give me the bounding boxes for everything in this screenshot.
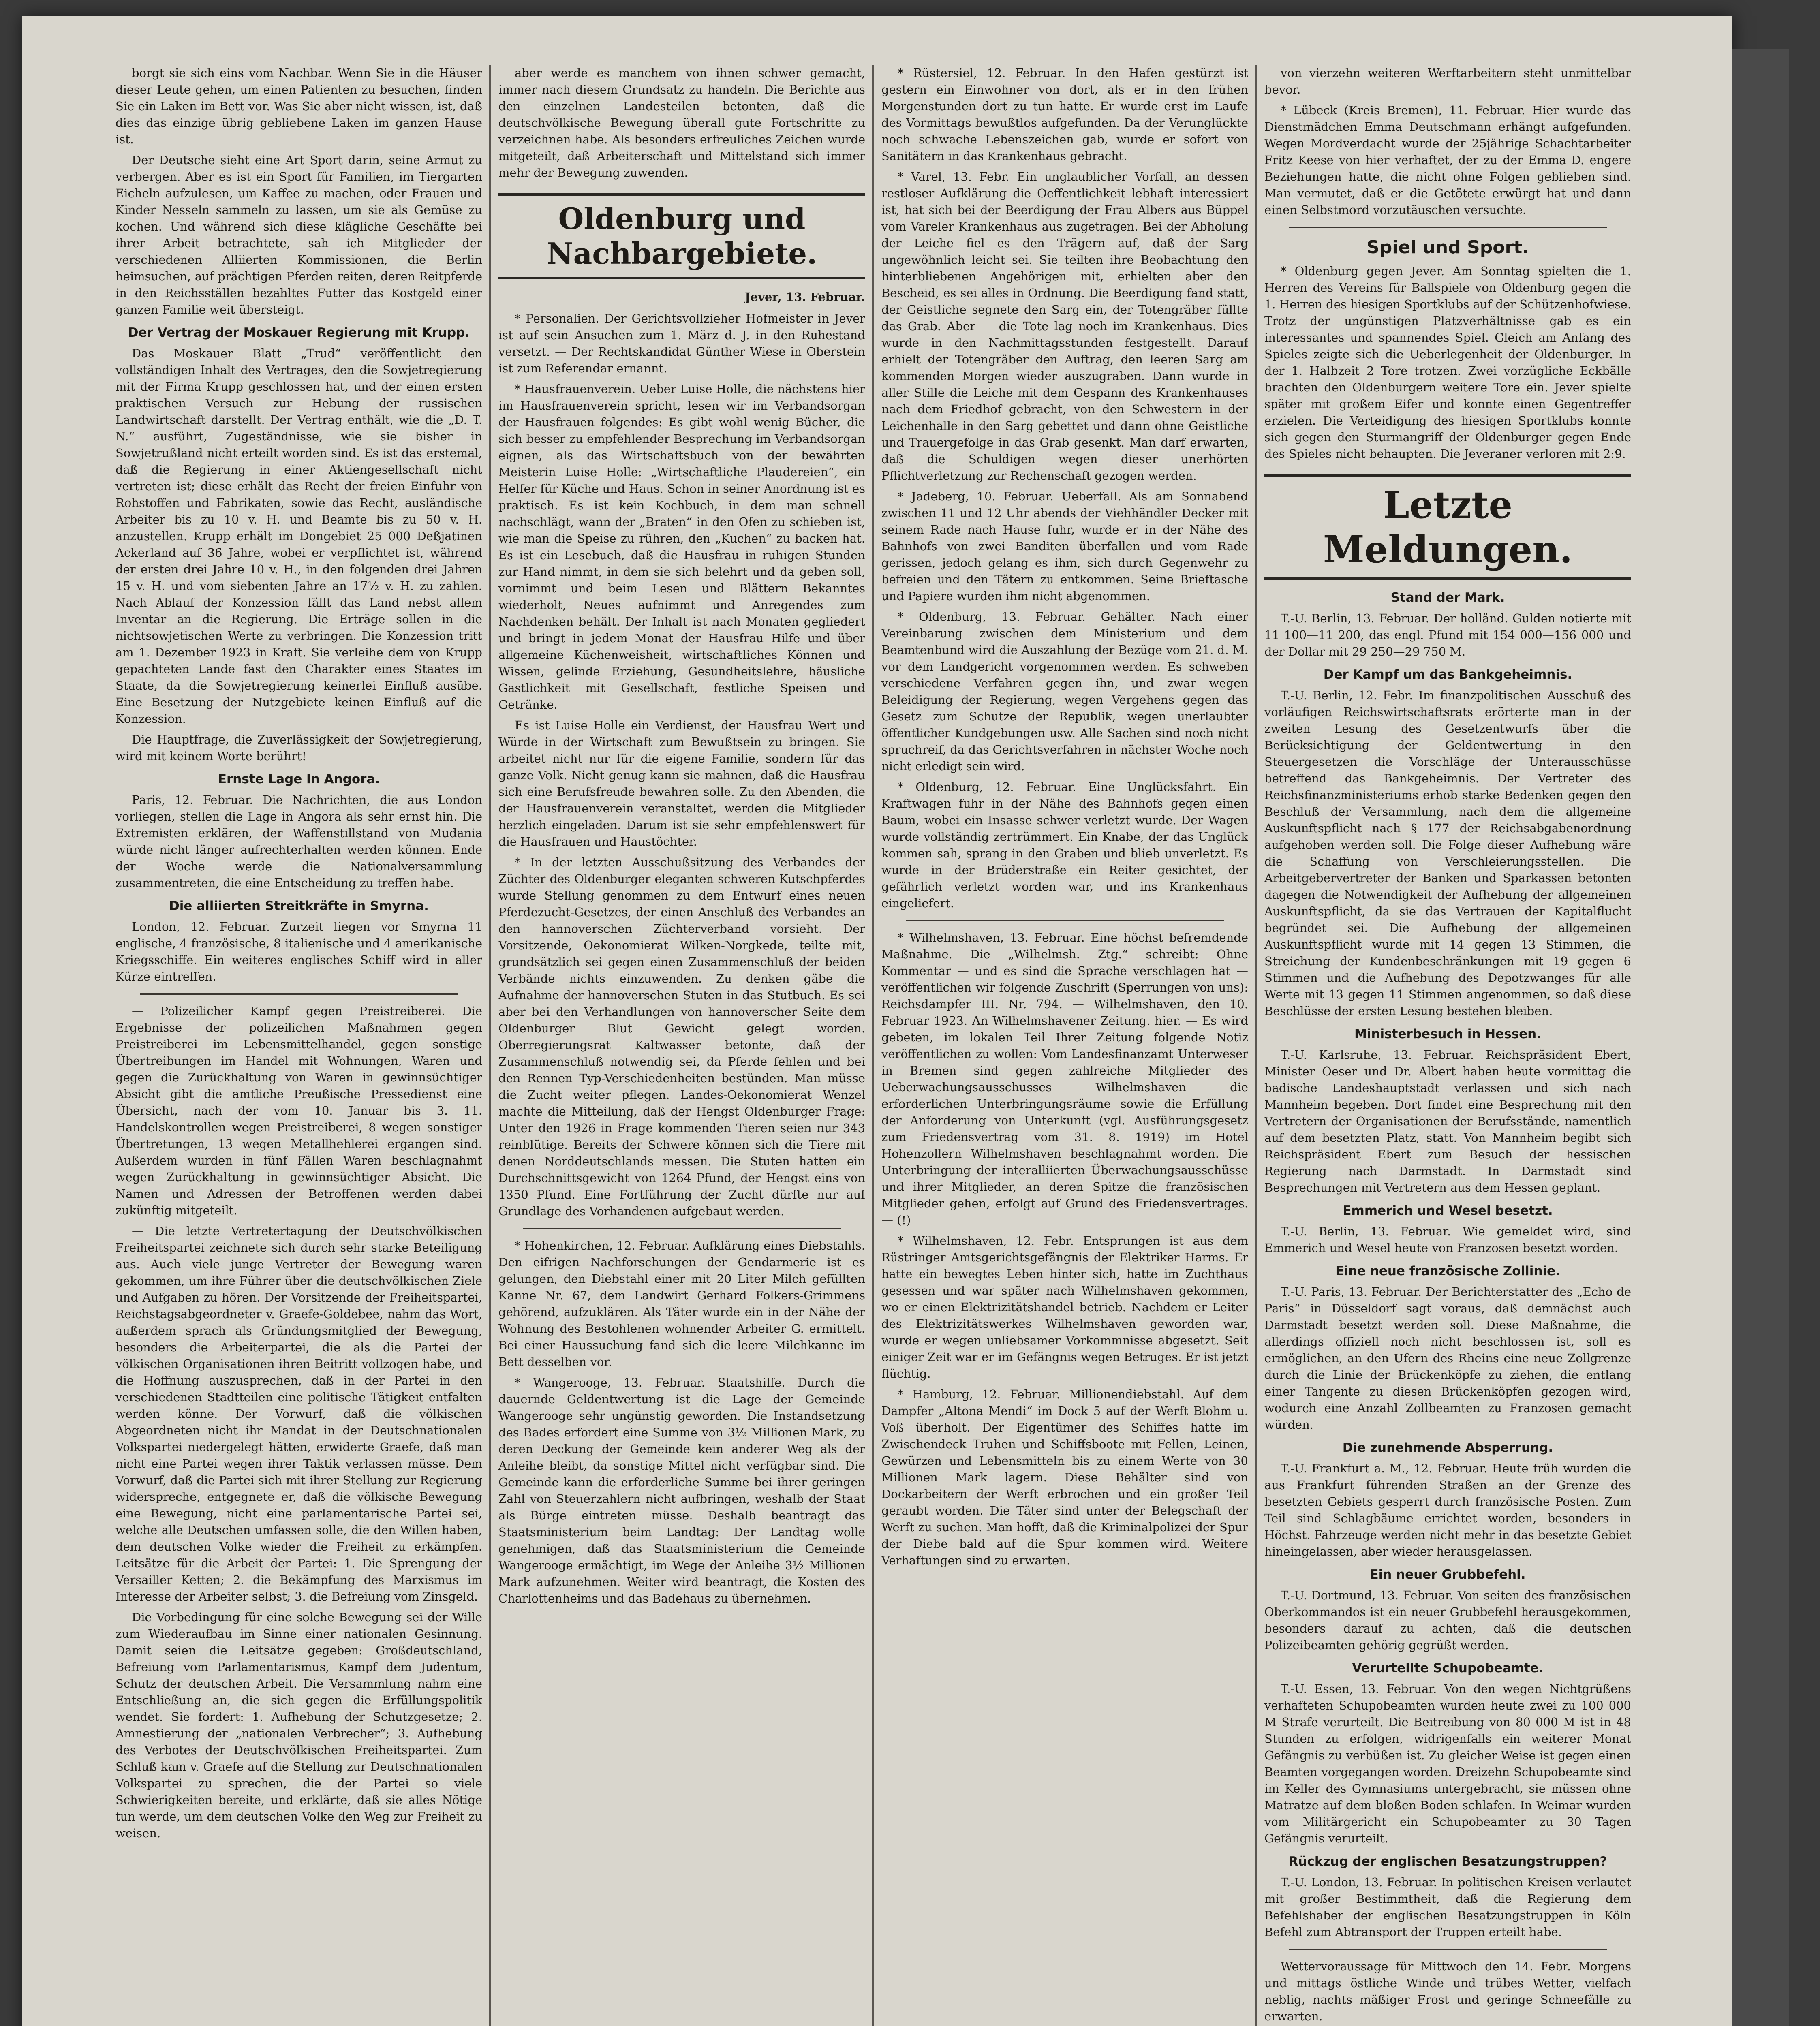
section-headline: Letzte Meldungen. [1264, 474, 1631, 580]
section-heading: Eine neue französische Zollinie. [1335, 1264, 1560, 1278]
article-text: T.-U. Paris, 13. Februar. Der Berichterstatter des „Echo de Paris“ in Düsseldorf sagt voraus, daß demnächst auch Darmstadt besetzt werden soll. Diese Maßnahme, die allerdings offiziell noch nicht beschlossen ist, soll es ermöglichen, an den Ufern des Rheins eine neue Zollgrenze durch die Linie der Brückenköpfe zu ziehen, die entlang einer Tangente zu diesen Brückenköpfen gezogen wird, wodurch eine Anzahl Zollbeamten zu Franzosen gemacht würden. [1264, 1285, 1631, 1432]
article-text: * Rüstersiel, 12. Februar. In den Hafen gestürzt ist gestern ein Einwohner von dort, als er in den frühen Morgenstunden dort zu tun hatte. Er wurde erst im Laufe des Vormittags bewußtlos aufgefunden. Da der Verunglückte noch schwache Lebenszeichen gab, wurde er sofort von Sanitätern in das Krankenhaus gebracht. [881, 66, 1248, 163]
article-text: * Varel, 13. Febr. Ein unglaublicher Vorfall, an dessen restloser Aufklärung die Oeffentlichkeit lebhaft interessiert ist, hat sich bei der Beerdigung der Frau Albers aus Büppel vom Vareler Krankenhaus aus zugetragen. Bei der Abholung der Leiche fiel es den Trägern auf, daß der Sarg ungewöhnlich leicht sei. Sie teilten ihre Beobachtung den hinterbliebenen Angehörigen mit, erhielten aber den Bescheid, es sei alles in Ordnung. Die Beerdigung fand statt, der Geistliche segnete den Sarg ein, der Totengräber füllte das Grab. Aber — die Tote lag noch im Krankenhaus. Dies wurde in den Nachmittagsstunden festgestellt. Darauf erhielt der Totengräber den Auftrag, den leeren Sarg am kommenden Morgen wieder auszugraben. Dann wurde in aller Stille die Leiche mit dem Gespann des Krankenhauses nach dem Friedhof gebracht, von den Schwestern in der Leichenhalle in den Sarg gebettet und dann ohne Geistliche und Trauergefolge in das Grab gesenkt. Man darf erwarten, daß die Schuldigen wegen dieser unerhörten Pflichtverletzung zur Rechenschaft gezogen werden. [881, 170, 1248, 483]
column-1 [115, 65, 482, 2026]
article-text: Die Vorbedingung für eine solche Bewegung sei der Wille zum Wiederaufbau im Sinne einer nationalen Gesinnung. Damit seien die Leitsätze gegeben: Großdeutschland, Befreiung vom Parlamentarismus, Kampf dem Judentum, Schutz der deutschen Arbeit. Die Versammlung nahm eine Entschließung an, die sich gegen die Erfüllungspolitik wendet. Sie fordert: 1. Aufhebung der Schutzgesetze; 2. Amnestierung der „nationalen Verbrecher“; 3. Aufhebung des Verbotes der Deutschvölkischen Freiheitspartei. Zum Schluß kam v. Graefe auf die Stellung zur Deutschnationalen Volkspartei zu sprechen, die der Partei so viele Schwierigkeiten bereite, und erklärte, daß sie alles Nötige tun werde, um dem deutschen Volke den Weg zur Freiheit zu weisen. [115, 1610, 482, 1840]
article-text: * Wilhelmshaven, 12. Febr. Entsprungen ist aus dem Rüstringer Amtsgerichtsgefängnis der Elektriker Harms. Er hatte ein bewegtes Leben hinter sich, hatte im Zuchthaus gesessen und war später nach Wilhelmshaven gekommen, wo er einen Elektrizitätshandel betrieb. Nachdem er Leiter des Elektrizitätswerkes Wilhelmshaven geworden war, wurde er wegen unliebsamer Vorkommnisse abgesetzt. Seit einiger Zeit war er im Gefängnis wegen Betruges. Er ist jetzt flüchtig. [881, 1234, 1248, 1381]
article-text: * Oldenburg, 13. Februar. Gehälter. Nach einer Vereinbarung zwischen dem Ministerium und dem Beamtenbund wird die Auszahlung der Bezüge vom 21. d. M. vor dem Landgericht vorgenommen werden. Es schweben verschiedene Verfahren gegen ihn, und zwar wegen Beleidigung der Regierung, wegen Vergehens gegen das Gesetz zum Schutze der Republik, wegen unerlaubter öffentlicher Kundgebungen usw. Alle Sachen sind noch nicht spruchreif, da das Gerichtsverfahren in nächster Woche noch nicht erledigt sein wird. [881, 610, 1248, 773]
section-heading: Ministerbesuch in Hessen. [1354, 1027, 1541, 1041]
section-heading: Die alliierten Streitkräfte in Smyrna. [169, 899, 429, 913]
article-text: * Oldenburg gegen Jever. Am Sonntag spielten die 1. Herren des Vereins für Ballspiele von Oldenburg gegen die 1. Herren des hiesigen Sportklubs auf der Schützenhofwiese. Trotz der ungünstigen Platzverhältnisse gab es ein interessantes und spannendes Spiel. Gleich am Anfang des Spieles zeigte sich die Ueberlegenheit der Oldenburger. In der 1. Halbzeit 2 Tore trotzen. Zwei vorzügliche Eckbälle brachten den Oldenburgern weitere Tore ein. Jever spielte später mit großem Eifer und konnte einen Gegentreffer erzielen. Die Verteidigung des hiesigen Sportklubs konnte sich gegen den Sturmangriff der Oldenburger gegen Ende des Spieles nicht behaupten. Die Jeveraner verloren mit 2:9. [1264, 264, 1631, 461]
article-text: von vierzehn weiteren Werftarbeitern steht unmittelbar bevor. [1264, 66, 1631, 96]
article-text: * Hamburg, 12. Februar. Millionendiebstahl. Auf dem Dampfer „Altona Mendi“ im Dock 5 auf der Werft Blohm u. Voß überholt. Der Eigentümer des Schiffes hatte im Zwischendeck Truhen und Schiffsboote mit Fellen, Leinen, Gewürzen und Lebensmitteln bis zu einem Werte von 30 Millionen Mark lagern. Diese Behälter sind von Dockarbeitern der Werft erbrochen und ein großer Teil geraubt worden. Die Täter sind unter der Belegschaft der Werft zu suchen. Man hofft, daß die Kriminalpolizei der Spur der Diebe bald auf die Spur kommen wird. Weitere Verhaftungen sind zu erwarten. [881, 1387, 1248, 1567]
newspaper-page [22, 16, 1732, 2026]
divider [1289, 1949, 1607, 1950]
article-text: Das Moskauer Blatt „Trud“ veröffentlicht den vollständigen Inhalt des Vertrages, den die Sowjetregierung mit der Firma Krupp geschlossen hat, und der einen ersten praktischen Versuch zur Hebung der russischen Landwirtschaft darstellt. Der Vertrag enthält, wie die „D. T. N.“ ausführt, Zugeständnisse, wie sie bisher in Sowjetrußland nicht erteilt worden sind. Es ist das erstemal, daß die Regierung in einer Aktiengesellschaft nicht vertreten ist; diese erhält das Recht der freien Einfuhr von Rohstoffen und Fabrikaten, sowie das Recht, ausländische Arbeiter bis zu 10 v. H. und Beamte bis zu 50 v. H. anzustellen. Krupp erhält im Dongebiet 25 000 Deßjatinen Ackerland auf 36 Jahre, wobei er verpflichtet ist, während der ersten drei Jahre 10 v. H., in den folgenden drei Jahren 15 v. H. und vom siebenten Jahre an 17½ v. H. zu zahlen. Nach Ablauf der Konzession fällt das Land nebst allem Inventar an die Regierung. Die Erträge sollen in die nichtsowjetischen Werte zu verbringen. Die Konzession tritt am 1. Dezember 1923 in Kraft. Sie verleihe dem von Krupp gepachteten Lande fast den Charakter eines Staates im Staate, da die Sowjetregierung keinerlei Einfluß ausübe. Eine Besetzung der Nutzgebiete keinen Einfluß auf die Konzession. [115, 346, 482, 726]
article-text: * Hohenkirchen, 12. Februar. Aufklärung eines Diebstahls. Den eifrigen Nachforschungen der Gendarmerie ist es gelungen, den Diebstahl einer mit 20 Liter Milch gefüllten Kanne Nr. 67, dem Landwirt Gerhard Folkers-Grimmens gehörend, aufzuklären. Als Täter wurde ein in der Nähe der Wohnung des Bestohlenen wohnender Arbeiter G. ermittelt. Bei einer Haussuchung fand sich die leere Milchkanne im Bett desselben vor. [498, 1239, 865, 1369]
article-text: borgt sie sich eins vom Nachbar. Wenn Sie in die Häuser dieser Leute gehen, um einen Patienten zu besuchen, finden Sie ein Laken im Bett vor. Was Sie aber nicht wissen, ist, daß dies das einzige übrig gebliebene Laken im ganzen Hause ist. [115, 66, 482, 146]
article-text: aber werde es manchem von ihnen schwer gemacht, immer nach diesem Grundsatz zu handeln. Die Berichte aus den einzelnen Landesteilen betonten, daß die deutschvölkische Bewegung überall gute Fortschritte zu verzeichnen habe. Als besonders erfreuliches Zeichen wurde mitgeteilt, daß Arbeiterschaft und Mittelstand sich immer mehr der Bewegung zuwenden. [498, 66, 865, 180]
article-text: T.-U. Berlin, 13. Februar. Der holländ. Gulden notierte mit 11 100—11 200, das engl. Pfund mit 154 000—156 000 und der Dollar mit 29 250—29 750 M. [1264, 611, 1631, 658]
article-text: T.-U. Frankfurt a. M., 12. Februar. Heute früh wurden die aus Frankfurt führenden Straßen an der Grenze des besetzten Gebiets gesperrt durch französische Posten. Zum Teil sind Schlagbäume errichtet worden, besonders in Höchst. Fahrzeuge werden nicht mehr in das besetzte Gebiet hineingelassen, aber wieder herausgelassen. [1264, 1462, 1631, 1558]
article-text: * In der letzten Ausschußsitzung des Verbandes der Züchter des Oldenburger eleganten schweren Kutschpferdes wurde Stellung genommen zu dem Entwurf eines neuen Pferdezucht-Gesetzes, der einen Anschluß des Verbandes an den hannoverschen Züchterverband vorsieht. Der Vorsitzende, Oekonomierat Wilken-Norgkede, teilte mit, grundsätzlich sei gegen einen Zusammenschluß der beiden Verbände nichts einzuwenden. Zu denken gäbe die Aufnahme der hannoverschen Stuten in das Stutbuch. Es sei aber bei den Verhandlungen von hannoverscher Seite dem Oldenburger Blut Gewicht gelegt worden. Oberregierungsrat Kaltwasser betonte, daß der Zusammenschluß notwendig sei, da Pferde fehlen und bei den Rennen Typ-Verschiedenheiten bestünden. Man müsse die Zucht weiter pflegen. Landes-Oekonomierat Wenzel machte die Mitteilung, daß der Hengst Oldenburger Frage: Unter den 1926 in Frage kommenden Tieren seien nur 343 reinblütige. Bereits der Schwere können sich die Tiere mit denen Norddeutschlands messen. Die Stuten hatten ein Durchschnittsgewicht von 1264 Pfund, der Hengst eins von 1350 Pfund. Eine Fortführung der Zucht dürfte nur auf Grundlage des Vorhandenen aufgebaut werden. [498, 855, 865, 1218]
article-text: Die Hauptfrage, die Zuverlässigkeit der Sowjetregierung, wird mit keinem Worte berührt! [115, 733, 482, 763]
article-text: * Oldenburg, 12. Februar. Eine Unglücksfahrt. Ein Kraftwagen fuhr in der Nähe des Bahnhofs gegen einen Baum, wobei ein Insasse schwer verletzt wurde. Der Wagen wurde vollständig zertrümmert. Ein Knabe, der das Unglück kommen sah, sprang in den Graben und blieb unverletzt. Es wurde in der Brüderstraße ein Reiter gesichtet, der gefährlich verletzt worden war, und ins Krankenhaus eingeliefert. [881, 780, 1248, 910]
article-text: * Lübeck (Kreis Bremen), 11. Februar. Hier wurde das Dienstmädchen Emma Deutschmann erhängt aufgefunden. Wegen Mordverdacht wurde der 25jährige Schachtarbeiter Fritz Keese von hier verhaftet, der zu der Emma D. engere Beziehungen hatte, die nicht ohne Folgen geblieben sind. Man vermutet, daß er die Getötete erwürgt hat und dann einen Selbstmord vorzutäuschen versuchte. [1264, 103, 1631, 217]
article-text: — Polizeilicher Kampf gegen Preistreiberei. Die Ergebnisse der polizeilichen Maßnahmen gegen Preistreiberei im Lebensmittelhandel, gegen sonstige Übertreibungen im Handel mit Wohnungen, Waren und gegen die Zurückhaltung von Waren in gewinnsüchtiger Absicht gibt die amtliche Preußische Pressedienst eine Übersicht, nach der vom 10. Januar bis 3. 11. Handelskontrollen wegen Preistreiberei, 8 wegen sonstiger Übertretungen, 13 wegen Metallhehlerei ergangen sind. Außerdem wurden in fünf Fällen Waren beschlagnahmt wegen Zurückhaltung in gewinnsüchtiger Absicht. Die Namen und Adressen der Betroffenen werden dabei zukünftig mitgeteilt. [115, 1004, 482, 1217]
article-text: T.-U. Berlin, 12. Febr. Im finanzpolitischen Ausschuß des vorläufigen Reichswirtschaftsrats erörterte man in der zweiten Lesung des Gesetzentwurfs über die Berücksichtigung der Geldentwertung in den Steuergesetzen die Vorschläge der Unterausschüsse betreffend das Bankgeheimnis. Der Vertreter des Reichsfinanzministeriums erhob starke Bedenken gegen den Beschluß der Versammlung, nach dem die allgemeine Auskunftspflicht nach § 177 der Reichsabgabenordnung aufgehoben werden soll. Die Folge dieser Aufhebung wäre die Schaffung von Verschleierungsstellen. Die Arbeitgebervertreter der Banken und Sparkassen betonten dagegen die Notwendigkeit der Aufhebung der allgemeinen Auskunftspflicht, da sie das Vertrauen der Kapitalflucht begründet sei. Die Aufhebung der allgemeinen Auskunftspflicht wurde mit 14 gegen 13 Stimmen, die Streichung der Kundenbeschränkungen mit 19 gegen 6 Stimmen und die Aufhebung des Depotzwanges für alle Werte mit 13 gegen 11 Stimmen angenommen, so daß diese Beschlüsse der ersten Lesung bestehen bleiben. [1264, 688, 1631, 1018]
divider [906, 920, 1224, 921]
section-headline: Oldenburg und Nachbargebiete. [498, 193, 865, 279]
article-text: T.-U. Karlsruhe, 13. Februar. Reichspräsident Ebert, Minister Oeser und Dr. Albert haben heute vormittag die badische Landeshauptstadt verlassen und sich nach Mannheim begeben. Dort findet eine Besprechung mit den Vertretern der Organisationen der Berufsstände, namentlich auf dem besetzten Platz, statt. Von Mannheim begibt sich Reichspräsident Ebert zum Besuch der hessischen Regierung nach Darmstadt. In Darmstadt sind Besprechungen mit Vertretern aus dem Hessen geplant. [1264, 1048, 1631, 1195]
section-heading: Spiel und Sport. [1367, 237, 1529, 258]
section-heading: Stand der Mark. [1390, 590, 1505, 605]
dateline: Jever, 13. Februar. [745, 290, 865, 304]
divider [140, 993, 458, 995]
article-text: Der Deutsche sieht eine Art Sport darin, seine Armut zu verbergen. Aber es ist ein Sport für Familien, im Tiergarten Eicheln aufzulesen, um Kaffee zu machen, oder Frauen und Kinder Nesseln sammeln zu lassen, um sie als Gemüse zu kochen. Und während sich diese klägliche Geschäfte bei ihrer Arbeit betrachtete, sah ich Mitglieder der verschiedenen Alliierten Kommissionen, die Berlin heimsuchen, auf prächtigen Pferden reiten, deren Reitpferde in den Reichsställen bezahltes Futter das Kostgeld einer ganzen Familie weit übersteigt. [115, 153, 482, 316]
article-text: Es ist Luise Holle ein Verdienst, der Hausfrau Wert und Würde in der Wirtschaft zum Bewußtsein zu bringen. Sie arbeitet nicht nur für die eigene Familie, sondern für das ganze Volk. Nicht genug kann sie mahnen, daß die Hausfrau sich eine Berufsfreude bewahren solle. Zu den Abenden, die der Hausfrauenverein veranstaltet, werden die Mitglieder herzlich eingeladen. Darum ist sie sehr empfehlenswert für die Hausfrauen und Haustöchter. [498, 718, 865, 848]
section-heading: Der Kampf um das Bankgeheimnis. [1323, 667, 1572, 682]
article-text: Paris, 12. Februar. Die Nachrichten, die aus London vorliegen, stellen die Lage in Angora als sehr ernst hin. Die Extremisten erklären, der Waffenstillstand von Mudania würde nicht länger aufrechterhalten werden können. Ende der Woche werde die Nationalversammlung zusammentreten, die eine Entscheidung zu treffen habe. [115, 793, 482, 890]
article-text: * Hausfrauenverein. Ueber Luise Holle, die nächstens hier im Hausfrauenverein spricht, lesen wir im Verbandsorgan der Hausfrauen folgendes: Es gibt wohl wenig Bücher, die sich besser zu empfehlender Besprechung im Verbandsorgan eignen, als das Wirtschaftsbuch von der bewährten Meisterin Luise Holle: „Wirtschaftliche Plaudereien“, ein Helfer für Küche und Haus. Schon in seiner Anordnung ist es praktisch. Es ist kein Kochbuch, in dem man schnell nachschlägt, wann der „Braten“ in den Ofen zu schieben ist, wie man die Speise zu rühren, den „Kuchen“ zu backen hat. Es ist ein Lesebuch, daß die Hausfrau in ruhigen Stunden zur Hand nimmt, in dem sie sich belehrt und da geben soll, vornimmt und beim Lesen und Blättern Bekanntes wiederholt, Neues aufnimmt und Anregendes zum Nachdenken behält. Der Inhalt ist nach Monaten gegliedert und bringt in jedem Monat der Hausfrau Hilfe und über allgemeine Küchenweisheit, wirtschaftliches Können und Wissen, gelinde Erziehung, Gesundheitslehre, häusliche Gastlichkeit mit Gesellschaft, festliche Speisen und Getränke. [498, 382, 865, 712]
article-text: * Jadeberg, 10. Februar. Ueberfall. Als am Sonnabend zwischen 11 und 12 Uhr abends der Viehhändler Decker mit seinem Rade nach Hause fuhr, wurde er in der Nähe des Bahnhofs von zwei Banditen überfallen und vom Rade gerissen, jedoch gelang es ihm, sich durch Gegenwehr zu befreien und den Tätern zu entkommen. Seine Brieftasche und Papiere wurden ihm nicht abgenommen. [881, 489, 1248, 603]
article-text: T.-U. Essen, 13. Februar. Von den wegen Nichtgrüßens verhafteten Schupobeamten wurden heute zwei zu 100 000 M Strafe verurteilt. Die Beitreibung von 80 000 M ist in 48 Stunden zu erfolgen, widrigenfalls ein weiterer Monat Gefängnis zu verbüßen ist. Zu gleicher Weise ist gegen einen Beamten vorgegangen worden. Dreizehn Schupobeamte sind im Keller des Gymnasiums untergebracht, sie müssen ohne Matratze auf dem bloßen Boden schlafen. In Weimar wurden vom Militärgericht ein Schupobeamter zu 30 Tagen Gefängnis verurteilt. [1264, 1682, 1631, 1845]
column-rule [489, 65, 491, 2026]
section-heading: Emmerich und Wesel besetzt. [1343, 1203, 1553, 1218]
section-heading: Der Vertrag der Moskauer Regierung mit Krupp. [128, 325, 470, 340]
divider [523, 1228, 841, 1229]
section-heading: Ein neuer Grubbefehl. [1370, 1567, 1526, 1582]
column-rule [872, 65, 874, 2026]
section-heading: Rückzug der englischen Besatzungstruppen? [1288, 1854, 1607, 1869]
article-text: T.-U. London, 13. Februar. In politischen Kreisen verlautet mit großer Bestimmtheit, daß die Regierung dem Befehlshaber der englischen Besatzungstruppen in Köln Befehl zum Abtransport der Truppen erteilt habe. [1264, 1875, 1631, 1939]
page-edge-shadow [1732, 49, 1789, 2026]
section-heading: Verurteilte Schupobeamte. [1352, 1661, 1544, 1676]
section-heading: Die zunehmende Absperrung. [1342, 1440, 1553, 1455]
column-rule [1255, 65, 1257, 2026]
article-text: * Wilhelmshaven, 13. Februar. Eine höchst befremdende Maßnahme. Die „Wilhelmsh. Ztg.“ schreibt: Ohne Kommentar — und es sind die Sprache verschlagen hat — veröffentlichen wir folgende Zuschrift (Sperrungen von uns): Reichsdampfer III. Nr. 794. — Wilhelmshaven, den 10. Februar 1923. An Wilhelmshavener Zeitung. hier. — Es wird gebeten, im lokalen Teil Ihrer Zeitung folgende Notiz veröffentlichen zu wollen: Vom Landesfinanzamt Unterweser in Bremen sind gegen zahlreiche Mitglieder des Ueberwachungsausschusses Wilhelmshaven die erforderlichen Unterbringungsräume sowie die Erfüllung der Anforderung von Unterkunft (vgl. Ausführungsgesetz zum Friedensvertrag vom 31. 8. 1919) im Hotel Hohenzollern Wilhelmshaven beschlagnahmt worden. Die Unterbringung der interalliierten Überwachungsausschüsse und ihrer Mitglieder, an deren Spitze die französischen Mitglieder gehen, erfolgt auf Grund des Friedensvertrages. — (!) [881, 931, 1248, 1227]
weather-forecast: Wettervoraussage für Mittwoch den 14. Febr. Morgens und mittags östliche Winde und trübes Wetter, vielfach neblig, nachts mäßiger Frost und geringe Schneefälle zu erwarten. [1264, 1960, 1631, 2023]
column-4 [1264, 65, 1631, 2026]
section-heading: Ernste Lage in Angora. [218, 772, 380, 786]
article-text: * Personalien. Der Gerichtsvollzieher Hofmeister in Jever ist auf sein Ansuchen zum 1. März d. J. in den Ruhestand versetzt. — Der Rechtskandidat Günther Wiese in Oberstein ist zum Referendar ernannt. [498, 312, 865, 375]
column-2 [498, 65, 865, 2026]
article-text: T.-U. Berlin, 13. Februar. Wie gemeldet wird, sind Emmerich und Wesel heute von Franzosen besetzt worden. [1264, 1225, 1631, 1255]
article-text: — Die letzte Vertretertagung der Deutschvölkischen Freiheitspartei zeichnete sich durch sehr starke Beteiligung aus. Auch viele junge Vertreter der Bewegung waren gekommen, um ihre Führer über die deutschvölkischen Ziele und Aufgaben zu hören. Der Vorsitzende der Freiheitspartei, Reichstagsabgeordneter v. Graefe-Goldebee, nahm das Wort, außerdem sprach als Gründungsmitglied der Bewegung, besonders die Arbeiterpartei, die als die Partei der völkischen Organisationen ihren Beitritt vollzogen habe, und die Hoffnung auszusprechen, daß in der Partei in den verschiedenen Stadtteilen eine politische Tätigkeit entfalten werden könne. Der Vorwurf, daß die völkischen Abgeordneten nicht ihr Mandat in der Deutschnationalen Volkspartei niedergelegt hätten, erwiderte Graefe, daß man nicht eine Partei wegen ihrer Taktik verlassen müsse. Dem Vorwurf, daß die Partei sich mit ihrer Stellung zur Regierung widerspreche, entgegnete er, daß die völkische Bewegung eine Bewegung, nicht eine parlamentarische Partei sei, welche alle Deutschen umfassen solle, die den Willen haben, dem deutschen Volke wieder die Freiheit zu erkämpfen. Leitsätze für die Arbeit der Partei: 1. Die Sprengung der Versailler Ketten; 2. die Bekämpfung des Marxismus im Interesse der Arbeiter selbst; 3. die Befreiung vom Zinsgeld. [115, 1224, 482, 1603]
article-text: * Wangerooge, 13. Februar. Staatshilfe. Durch die dauernde Geldentwertung ist die Lage der Gemeinde Wangerooge sehr ungünstig geworden. Die Instandsetzung des Bades erfordert eine Summe von 3½ Millionen Mark, zu deren Deckung der Gemeinde kein anderer Weg als der Anleihe bleibt, da sonstige Mittel nicht verfügbar sind. Die Gemeinde kann die erforderliche Summe bei ihrer geringen Zahl von Steuerzahlern nicht aufbringen, weshalb der Staat als Bürge eintreten müsse. Deshalb beantragt das Staatsministerium beim Landtag: Der Landtag wolle genehmigen, daß das Staatsministerium die Gemeinde Wangerooge ermächtigt, im Wege der Anleihe 3½ Millionen Mark aufzunehmen. Weiter wird beantragt, die Kosten des Charlottenheims und das Badehaus zu übernehmen. [498, 1376, 865, 1605]
article-text: London, 12. Februar. Zurzeit liegen vor Smyrna 11 englische, 4 französische, 8 italienische und 4 amerikanische Kriegsschiffe. Ein weiteres englisches Schiff wird in aller Kürze eintreffen. [115, 920, 482, 983]
divider [1289, 227, 1607, 228]
column-3 [881, 65, 1248, 2026]
article-text: T.-U. Dortmund, 13. Februar. Von seiten des französischen Oberkommandos ist ein neuer Grubbefehl herausgekommen, besonders darauf zu achten, daß die deutschen Polizeibeamten gehörig gegrüßt werden. [1264, 1588, 1631, 1652]
